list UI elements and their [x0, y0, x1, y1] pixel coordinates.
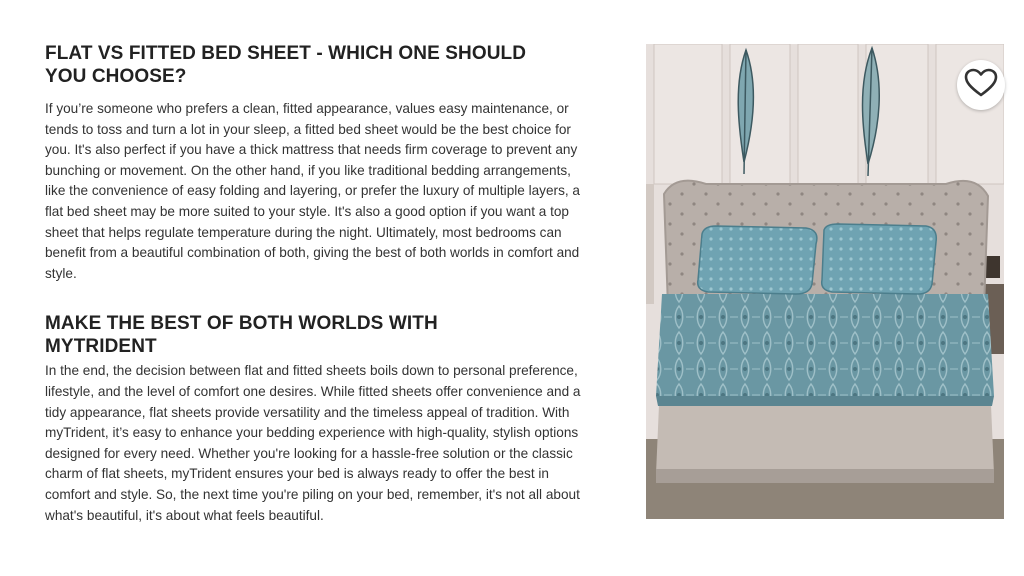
section-heading-mytrident: MAKE THE BEST OF BOTH WORLDS WITH MYTRIDENT: [45, 313, 438, 358]
bedroom-product-image: [646, 44, 1004, 519]
section-heading-flat-vs-fitted: FLAT VS FITTED BED SHEET - WHICH ONE SHOULD YOU CHOOSE?: [45, 43, 527, 87]
section-body-flat-vs-fitted: If you’re someone who prefers a clean, fitted appearance, values easy maintenance, or tends to toss and turn a lot in your sleep, a fitted bed sheet would be the best choice for you. It's also perfect if you have a thick mattress that needs firm coverage to prevent any bunching or movement. On the other hand, if you like traditional bedding arrangements, like the convenience of easy folding and layering, or prefer the luxury of multiple layers, a flat bed sheet may be more suited to your style. It's also a good option if you want a top sheet that helps regulate temperature during the night. Ultimately, most bedrooms can benefit from a beautiful combination of both, giving the best of both worlds in comfort and style.: [45, 101, 580, 281]
wishlist-button[interactable]: [957, 60, 1005, 110]
article: [45, 42, 585, 526]
section-body-mytrident: In the end, the decision between flat and fitted sheets boils down to personal preference, lifestyle, and the level of comfort one desires. While fitted sheets offer convenience and a tidy appearance, flat sheets provide versatility and the timeless appeal of tradition. With myTrident, it’s easy to enhance your bedding experience with high-quality, stylish options designed for every need. Whether you're looking for a hassle-free solution or the classic charm of flat sheets, myTrident ensures your bed is always ready to offer the best in comfort and style. So, the next time you're piling on your bed, remember, it's not all about what's beautiful, it's about what feels beautiful.: [45, 363, 581, 523]
heart-icon: [964, 68, 998, 103]
